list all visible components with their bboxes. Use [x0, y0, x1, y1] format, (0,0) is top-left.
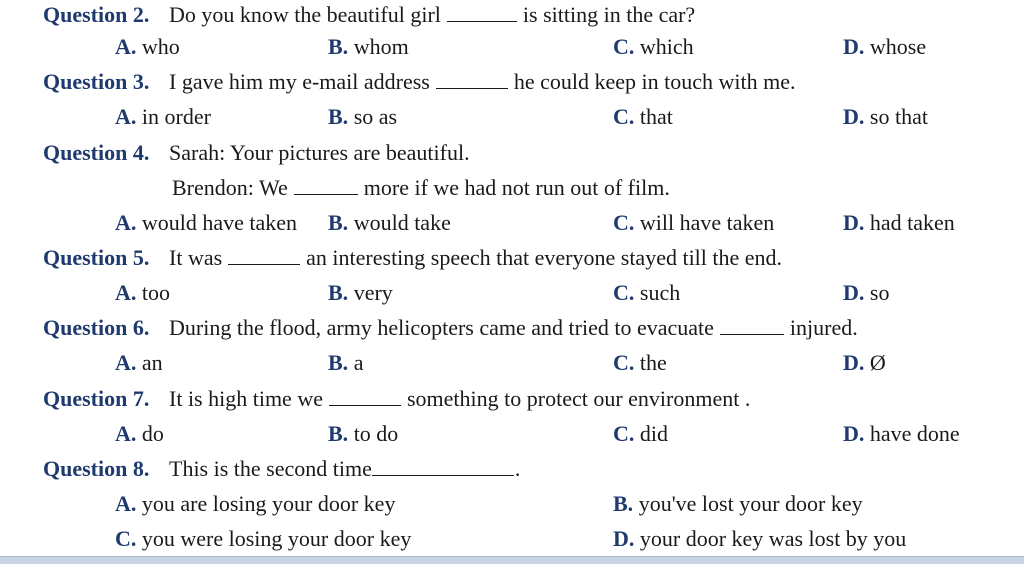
option-b[interactable]: B. to do [328, 421, 399, 446]
question-label: Question 6. [43, 315, 150, 340]
question-2-line [0, 0, 1024, 35]
answer-blank [447, 1, 517, 22]
option-d[interactable]: D. have done [843, 421, 960, 446]
option-b[interactable]: B. whom [328, 34, 409, 59]
answer-blank [329, 385, 401, 406]
option-b[interactable]: B. would take [328, 210, 451, 235]
question-7-options [0, 419, 1024, 454]
question-text: Sarah: Your pictures are beautiful. [169, 140, 470, 165]
option-c[interactable]: C. such [613, 280, 681, 305]
option-c[interactable]: C. you were losing your door key [115, 526, 412, 551]
question-text: I gave him my e-mail address he could keep in touch with me. [169, 69, 796, 94]
option-a[interactable]: A. who [115, 34, 180, 59]
question-text: It was an interesting speech that everyone stayed till the end. [169, 245, 783, 270]
option-b[interactable]: B. you've lost your door key [613, 491, 863, 516]
question-4-line [0, 138, 1024, 173]
question-label: Question 8. [43, 456, 150, 481]
option-d[interactable]: D. Ø [843, 350, 886, 375]
question-5-line [0, 243, 1024, 278]
question-text: This is the second time . [169, 456, 521, 481]
option-a[interactable]: A. do [115, 421, 164, 446]
question-8-options-row-2 [0, 524, 1024, 559]
question-text-continued: Brendon: We more if we had not run out of film. [172, 175, 670, 200]
question-4-options [0, 208, 1024, 243]
option-d[interactable]: D. so [843, 280, 890, 305]
question-6-options [0, 348, 1024, 383]
question-3-options [0, 102, 1024, 137]
question-5-options [0, 278, 1024, 313]
option-c[interactable]: C. the [613, 350, 667, 375]
option-d[interactable]: D. your door key was lost by you [613, 526, 907, 551]
option-a[interactable]: A. an [115, 350, 163, 375]
option-d[interactable]: D. whose [843, 34, 927, 59]
answer-blank [228, 244, 300, 265]
option-c[interactable]: C. will have taken [613, 210, 775, 235]
option-d[interactable]: D. so that [843, 104, 928, 129]
option-b[interactable]: B. very [328, 280, 393, 305]
option-c[interactable]: C. which [613, 34, 694, 59]
question-label: Question 3. [43, 69, 150, 94]
question-label: Question 4. [43, 140, 150, 165]
option-c[interactable]: C. that [613, 104, 673, 129]
option-d[interactable]: D. had taken [843, 210, 955, 235]
option-a[interactable]: A. too [115, 280, 171, 305]
answer-blank [720, 314, 784, 335]
answer-blank [294, 174, 358, 195]
question-8-line [0, 454, 1024, 489]
question-label: Question 5. [43, 245, 150, 270]
option-a[interactable]: A. you are losing your door key [115, 491, 396, 516]
answer-blank [372, 455, 514, 476]
question-text: Do you know the beautiful girl is sitting in the car? [169, 2, 696, 27]
question-6-line [0, 313, 1024, 348]
question-text: It is high time we something to protect our environment . [169, 386, 751, 411]
question-3-line [0, 67, 1024, 102]
answer-blank [436, 68, 508, 89]
question-text: During the flood, army helicopters came and tried to evacuate injured. [169, 315, 858, 340]
option-b[interactable]: B. so as [328, 104, 398, 129]
question-2-options [0, 32, 1024, 67]
question-label: Question 2. [43, 2, 150, 27]
question-8-options-row-1 [0, 489, 1024, 524]
bottom-status-bar [0, 556, 1024, 564]
option-c[interactable]: C. did [613, 421, 669, 446]
option-a[interactable]: A. in order [115, 104, 211, 129]
question-7-line [0, 384, 1024, 419]
option-b[interactable]: B. a [328, 350, 364, 375]
question-label: Question 7. [43, 386, 150, 411]
question-4-line-2 [0, 173, 1024, 208]
option-a[interactable]: A. would have taken [115, 210, 298, 235]
